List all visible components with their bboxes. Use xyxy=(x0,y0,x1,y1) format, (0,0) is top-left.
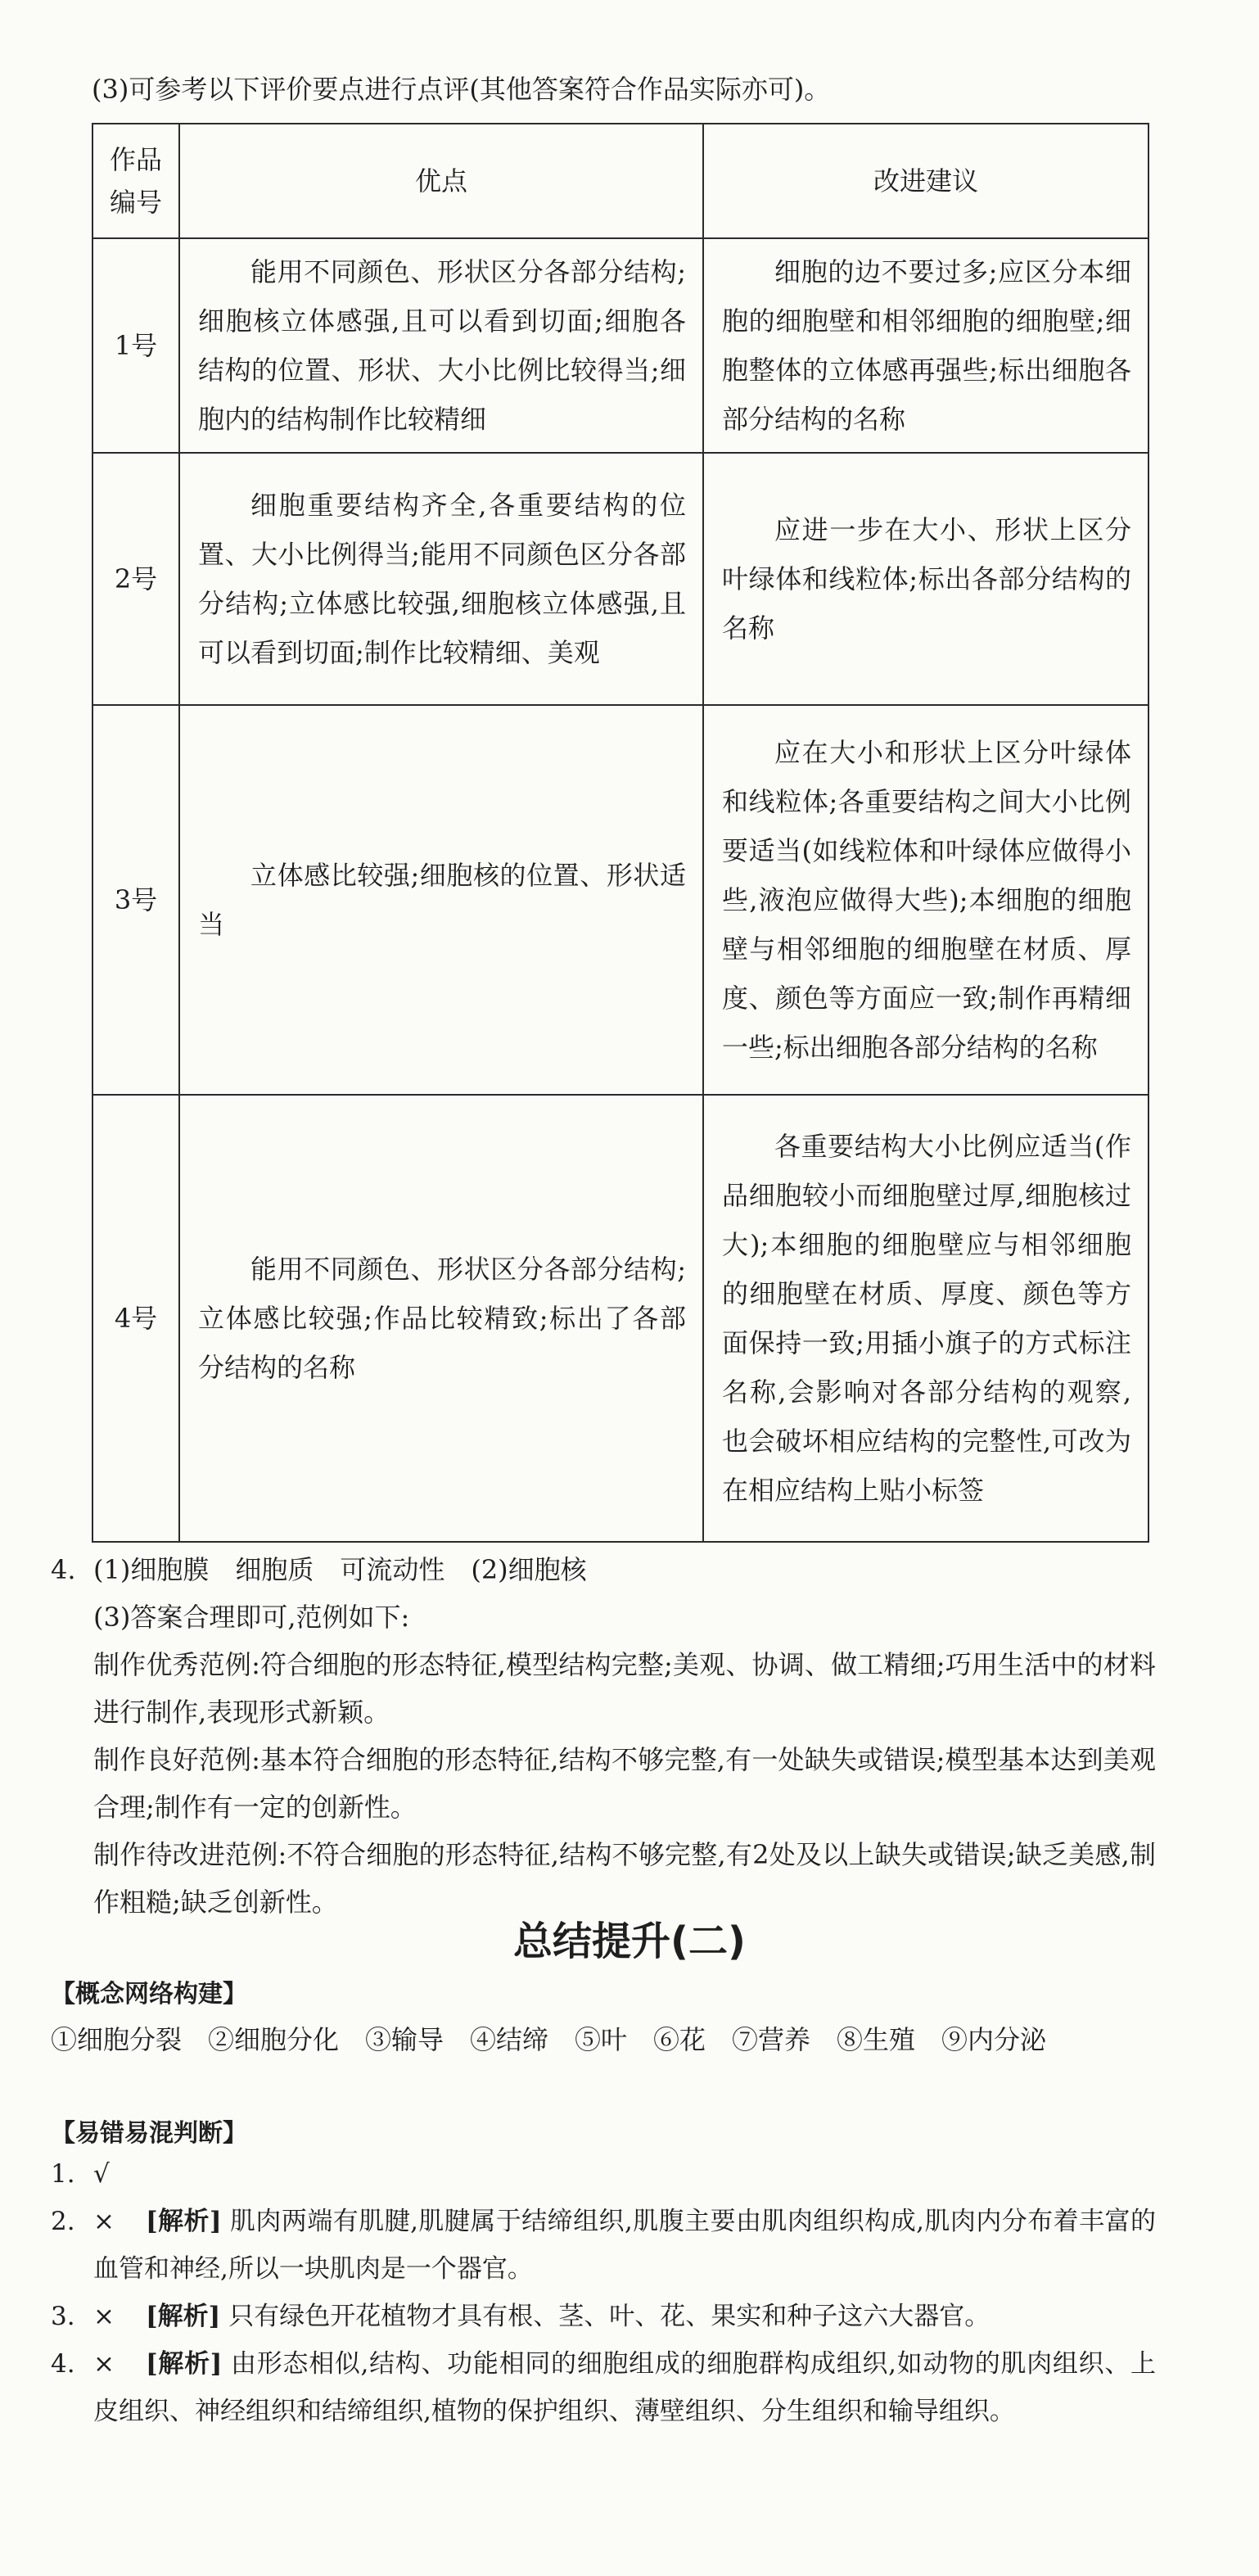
table-row xyxy=(93,453,1148,705)
row-advice: 细胞的边不要过多;应区分本细胞的细胞壁和相邻细胞的细胞壁;细胞整体的立体感再强些;标出细胞各部分结构的名称 xyxy=(703,238,1148,453)
row-number: 3号 xyxy=(93,705,179,1095)
table-row xyxy=(93,1095,1148,1542)
concept-answers: ①细胞分裂 ②细胞分化 ③输导 ④结缔 ⑤叶 ⑥花 ⑦营养 ⑧生殖 ⑨内分泌 xyxy=(51,2024,1047,2055)
check-mark: √ xyxy=(93,2159,110,2189)
list-item: 4. × [解析] 由形态相似,结构、功能相同的细胞组成的细胞群构成组织,如动物的肌肉组织、上皮组织、神经组织和结缔组织,植物的保护组织、薄壁组织、分生组织和输导组织。 xyxy=(51,2340,1156,2435)
judge-answers xyxy=(51,2150,1156,2435)
cross-mark: × xyxy=(93,2349,115,2379)
question-4-answers xyxy=(51,1546,1156,1926)
row-advice: 应在大小和形状上区分叶绿体和线粒体;各重要结构之间大小比例要适当(如线粒体和叶绿体应做得小些,液泡应做得大些);本细胞的细胞壁与相邻细胞的细胞壁在材质、厚度、颜色等方面应一致;制作再精细一些;标出细胞各部分结构的名称 xyxy=(703,705,1148,1095)
row-pros: 能用不同颜色、形状区分各部分结构;立体感比较强;作品比较精致;标出了各部分结构的名称 xyxy=(179,1095,703,1542)
table-header-row xyxy=(93,124,1148,238)
row-advice: 各重要结构大小比例应适当(作品细胞较小而细胞壁过厚,细胞核过大);本细胞的细胞壁应与相邻细胞的细胞壁在材质、厚度、颜色等方面保持一致;用插小旗子的方式标注名称,会影响对各部分结构的观察,也会破坏相应结构的完整性,可改为在相应结构上贴小标签 xyxy=(703,1095,1148,1542)
excellent-example: 制作优秀范例:符合细胞的形态特征,模型结构完整;美观、协调、做工精细;巧用生活中的材料进行制作,表现形式新颖。 xyxy=(93,1649,1156,1728)
improve-example: 制作待改进范例:不符合细胞的形态特征,结构不够完整,有2处及以上缺失或错误;缺乏美感,制作粗糙;缺乏创新性。 xyxy=(93,1839,1156,1918)
good-example: 制作良好范例:基本符合细胞的形态特征,结构不够完整,有一处缺失或错误;模型基本达到美观合理;制作有一定的创新性。 xyxy=(93,1744,1156,1823)
answer-line: (3)答案合理即可,范例如下: xyxy=(93,1602,410,1633)
row-pros: 立体感比较强;细胞核的位置、形状适当 xyxy=(179,705,703,1095)
list-item: 2. × [解析] 肌肉两端有肌腱,肌腱属于结缔组织,肌腹主要由肌肉组织构成,肌肉内分布着丰富的血管和神经,所以一块肌肉是一个器官。 xyxy=(51,2198,1156,2293)
concept-heading: 【概念网络构建】 xyxy=(51,1980,247,2009)
answer-line: 4. (1)细胞膜 细胞质 可流动性 (2)细胞核 xyxy=(51,1546,1156,1593)
analysis-tag: [解析] xyxy=(146,2349,223,2379)
analysis-tag: [解析] xyxy=(146,2302,221,2331)
cross-mark: × xyxy=(93,2207,115,2236)
question-number: 4. xyxy=(51,1554,76,1585)
row-number: 1号 xyxy=(93,238,179,453)
section-title: 总结提升(二) xyxy=(513,1918,746,1964)
table-row xyxy=(93,705,1148,1095)
header-advice: 改进建议 xyxy=(703,124,1148,238)
intro-text: (3)可参考以下评价要点进行点评(其他答案符合作品实际亦可)。 xyxy=(92,74,831,105)
list-item: 3. × [解析] 只有绿色开花植物才具有根、茎、叶、花、果实和种子这六大器官。 xyxy=(51,2293,1156,2340)
list-item: 1. √ xyxy=(51,2150,1156,2198)
row-pros: 能用不同颜色、形状区分各部分结构;细胞核立体感强,且可以看到切面;细胞各结构的位置、形状、大小比例比较得当;细胞内的结构制作比较精细 xyxy=(179,238,703,453)
header-work-number: 作品 编号 xyxy=(93,124,179,238)
analysis-tag: [解析] xyxy=(146,2207,222,2236)
table-row xyxy=(93,238,1148,453)
row-number: 4号 xyxy=(93,1095,179,1542)
evaluation-table xyxy=(92,123,1149,1543)
judge-heading: 【易错易混判断】 xyxy=(51,2119,247,2148)
header-pros: 优点 xyxy=(179,124,703,238)
row-advice: 应进一步在大小、形状上区分叶绿体和线粒体;标出各部分结构的名称 xyxy=(703,453,1148,705)
row-number: 2号 xyxy=(93,453,179,705)
cross-mark: × xyxy=(93,2302,115,2331)
row-pros: 细胞重要结构齐全,各重要结构的位置、大小比例得当;能用不同颜色区分各部分结构;立体感比较强,细胞核立体感强,且可以看到切面;制作比较精细、美观 xyxy=(179,453,703,705)
